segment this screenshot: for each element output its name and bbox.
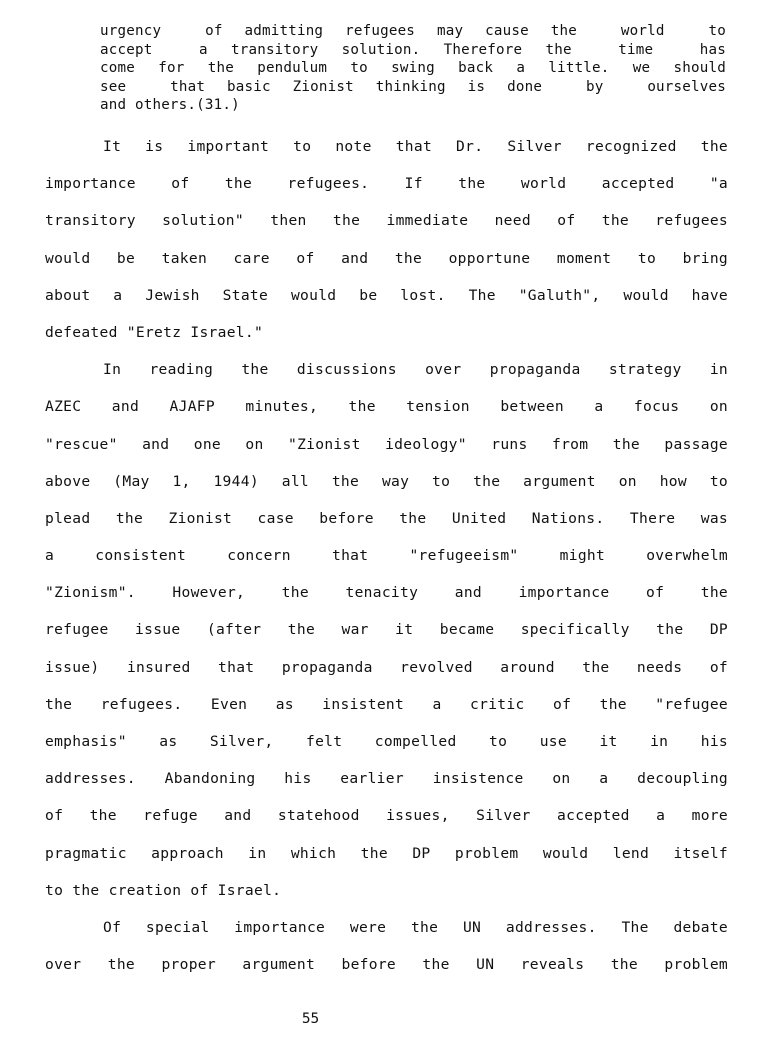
- text-line: the refugees. Even as insistent a critic of the "refugee: [45, 695, 728, 713]
- text-line: importance of the refugees. If the world accepted "a: [45, 175, 728, 193]
- text-line: of the refuge and statehood issues, Silver accepted a more: [45, 807, 728, 825]
- text-line: would be taken care of and the opportune moment to bring: [45, 249, 728, 267]
- text-line: over the proper argument before the UN reveals the problem: [45, 956, 728, 974]
- quote-line: and others.(31.): [100, 97, 240, 113]
- text-line: plead the Zionist case before the United Nations. There was: [45, 509, 728, 527]
- text-line: AZEC and AJAFP minutes, the tension between a focus on: [45, 398, 728, 416]
- quote-line: urgency of admitting refugees may cause the world to: [100, 23, 726, 39]
- text-line: "Zionism". However, the tenacity and importance of the: [45, 584, 728, 602]
- text-line: defeated "Eretz Israel.": [45, 323, 264, 341]
- block-quote: [100, 22, 726, 115]
- paragraph-un-addresses: [45, 909, 728, 983]
- text-line: refugee issue (after the war it became specifically the DP: [45, 621, 728, 639]
- text-line: about a Jewish State would be lost. The "Galuth", would have: [45, 286, 728, 304]
- text-line: transitory solution" then the immediate need of the refugees: [45, 212, 728, 230]
- text-line: issue) insured that propaganda revolved around the needs of: [45, 658, 728, 676]
- text-line: In reading the discussions over propaganda strategy in: [103, 361, 728, 379]
- text-line: It is important to note that Dr. Silver recognized the: [103, 138, 728, 155]
- body-text: [45, 128, 728, 983]
- page-number-text: 55: [301, 1011, 320, 1027]
- text-line: Of special importance were the UN addresses. The debate: [103, 918, 728, 936]
- text-line: pragmatic approach in which the DP problem would lend itself: [45, 844, 728, 862]
- quote-line: come for the pendulum to swing back a little. we should: [100, 60, 726, 76]
- text-line: "rescue" and one on "Zionist ideology" runs from the passage: [45, 435, 728, 453]
- text-line: to the creation of Israel.: [45, 881, 282, 899]
- page-number: [0, 1011, 781, 1027]
- text-line: above (May 1, 1944) all the way to the argument on how to: [45, 472, 728, 490]
- text-line: addresses. Abandoning his earlier insistence on a decoupling: [45, 770, 728, 788]
- quote-line: see that basic Zionist thinking is done by ourselves: [100, 78, 726, 95]
- paragraph-silver-recognized: [45, 128, 728, 351]
- quote-line: accept a transitory solution. Therefore the time has: [100, 41, 726, 58]
- paragraph-propaganda-strategy: [45, 351, 728, 909]
- text-line: a consistent concern that "refugeeism" might overwhelm: [45, 547, 728, 565]
- text-line: emphasis" as Silver, felt compelled to use it in his: [45, 733, 728, 750]
